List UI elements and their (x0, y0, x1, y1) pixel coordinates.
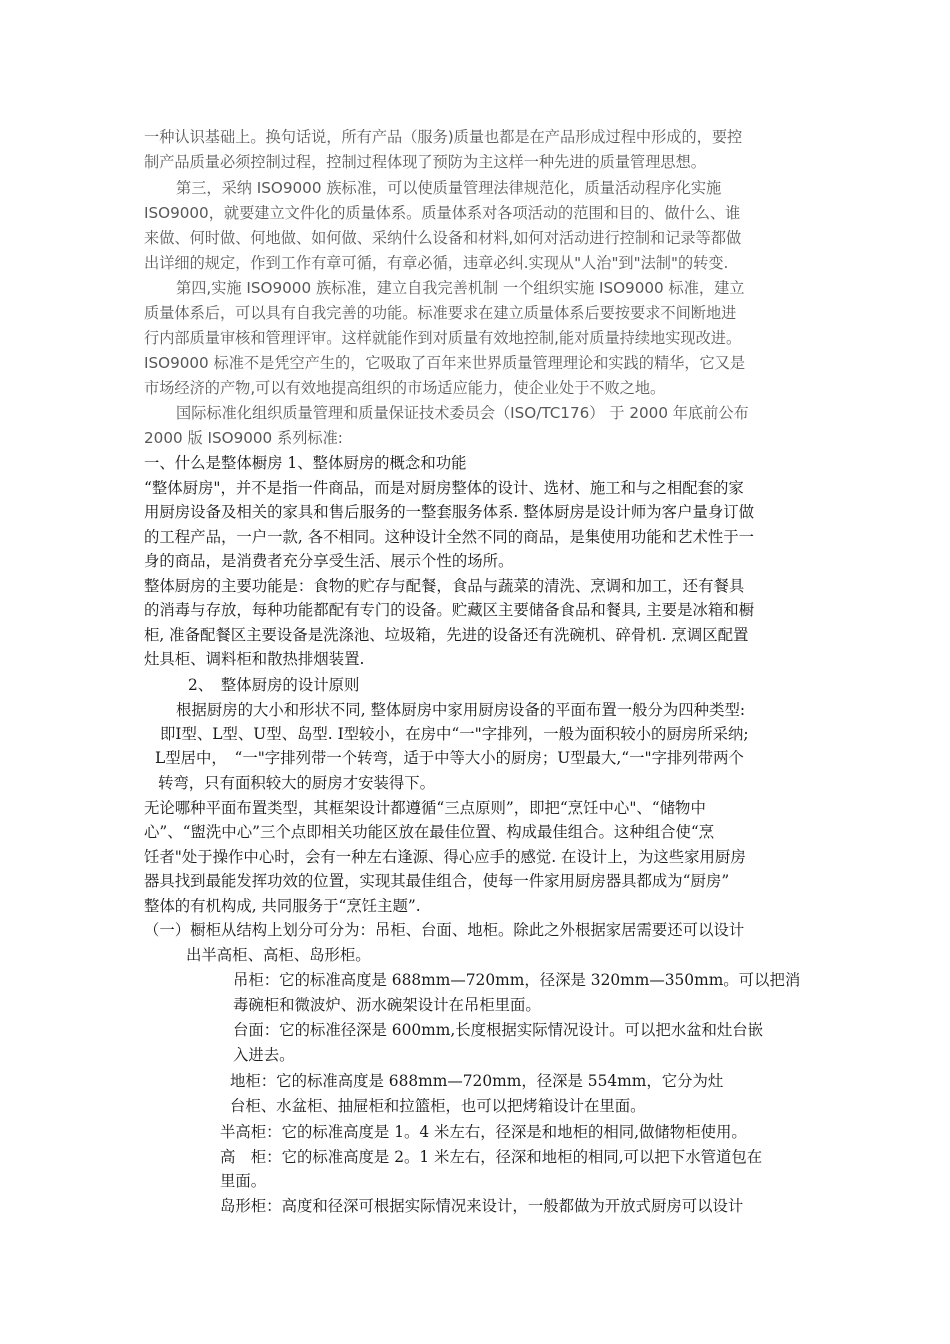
body-line: 整体的有机构成, 共同服务于“烹饪主题”. (144, 897, 421, 915)
list-item: 里面。 (220, 1172, 267, 1190)
list-item: 半高柜：它的标准高度是 1。4 米左右，径深是和地柜的相同,做储物柜使用。 (220, 1123, 747, 1141)
body-line: 无论哪种平面布置类型，其框架设计都遵循“三点原则”，即把“烹饪中心"、“储物中 (144, 799, 706, 817)
body-line: 饪者"处于操作中心时，会有一种左右逢源、得心应手的感觉. 在设计上，为这些家用厨房 (144, 848, 746, 866)
body-line: （一）橱柜从结构上划分可分为：吊柜、台面、地柜。除此之外根据家居需要还可以设计 (144, 921, 745, 939)
body-line: 器具找到最能发挥功效的位置，实现其最佳组合，使每一件家用厨房器具都成为“厨房” (144, 872, 730, 890)
body-line: 来做、何时做、何地做、如何做、采纳什么设备和材料,如何对活动进行控制和记录等都做 (144, 229, 742, 247)
list-item: 台面：它的标准径深是 600mm,长度根据实际情况设计。可以把水盆和灶台嵌 (233, 1021, 764, 1039)
body-line: L型居中， “一"字排列带一个转弯，适于中等大小的厨房；U型最大,“一"字排列带两个 (155, 749, 744, 767)
body-line: 柜, 准备配餐区主要设备是洗涤池、垃圾箱，先进的设备还有洗碗机、碎骨机. 烹调区配置 (144, 626, 749, 644)
section-heading: 2、 整体厨房的设计原则 (188, 676, 360, 694)
body-line: 一种认识基础上。换句话说，所有产品（服务)质量也都是在产品形成过程中形成的，要控 (144, 128, 743, 146)
body-line: 心”、“盥洗中心”三个点即相关功能区放在最佳位置、构成最佳组合。这种组合使“烹 (144, 823, 715, 841)
list-item: 地柜：它的标准高度是 688mm—720mm，径深是 554mm，它分为灶 (230, 1072, 724, 1090)
body-line: 行内部质量审核和管理评审。这样就能作到对质量有效地控制,能对质量持续地实现改进。 (144, 329, 742, 347)
body-line: “整体厨房"，并不是指一件商品，而是对厨房整体的设计、选材、施工和与之相配套的家 (144, 479, 744, 497)
body-line: 身的商品，是消费者充分享受生活、展示个性的场所。 (144, 552, 514, 570)
body-line: 国际标准化组织质量管理和质量保证技术委员会（ISO/TC176） 于 2000 年底前公布 (176, 404, 749, 422)
body-line: 出半高柜、高柜、岛形柜。 (186, 946, 371, 964)
body-line: 整体厨房的主要功能是：食物的贮存与配餐，食品与蔬菜的清洗、烹调和加工，还有餐具 (144, 577, 745, 595)
list-item: 吊柜：它的标准高度是 688mm—720mm，径深是 320mm—350mm。可以把消 (233, 971, 801, 989)
body-line: 出详细的规定，作到工作有章可循，有章必循，违章必纠.实现从"人治"到"法制"的转变. (144, 254, 729, 272)
list-item: 高 柜：它的标准高度是 2。1 米左右，径深和地柜的相同,可以把下水管道包在 (220, 1148, 763, 1166)
body-line: 用厨房设备及相关的家具和售后服务的一整套服务体系. 整体厨房是设计师为客户量身订做 (144, 503, 755, 521)
list-item: 台柜、水盆柜、抽屉柜和拉篮柜，也可以把烤箱设计在里面。 (230, 1097, 646, 1115)
body-line: 的工程产品，一户一款, 各不相同。这种设计全然不同的商品，是集使用功能和艺术性于一 (144, 528, 755, 546)
body-line: 第三，采纳 ISO9000 族标准，可以使质量管理法律规范化，质量活动程序化实施 (176, 179, 722, 197)
body-line: 即I型、L型、U型、岛型. I型较小，在房中“一"字排列，一般为面积较小的厨房所采纳; (160, 725, 749, 743)
body-line: 质量体系后，可以具有自我完善的功能。标准要求在建立质量体系后要按要求不间断地进 (144, 304, 737, 322)
body-line: 第四,实施 ISO9000 族标准，建立自我完善机制 一个组织实施 ISO9000 标准，建立 (176, 279, 745, 297)
body-line: 制产品质量必须控制过程，控制过程体现了预防为主这样一种先进的质量管理思想。 (144, 153, 706, 171)
section-heading: 一、什么是整体橱房 1、整体厨房的概念和功能 (144, 454, 467, 472)
body-line: 灶具柜、调料柜和散热排烟装置. (144, 650, 365, 668)
body-line: 市场经济的产物,可以有效地提高组织的市场适应能力，使企业处于不败之地。 (144, 379, 666, 397)
list-item: 毒碗柜和微波炉、沥水碗架设计在吊柜里面。 (233, 996, 541, 1014)
body-line: 2000 版 ISO9000 系列标准: (144, 429, 343, 447)
body-line: 的消毒与存放，每种功能都配有专门的设备。贮藏区主要储备食品和餐具, 主要是冰箱和橱 (144, 601, 755, 619)
list-item: 入进去。 (233, 1046, 295, 1064)
list-item: 岛形柜：高度和径深可根据实际情况来设计，一般都做为开放式厨房可以设计 (220, 1197, 744, 1215)
body-line: 转弯，只有面积较大的厨房才安装得下。 (158, 774, 436, 792)
body-line: ISO9000，就要建立文件化的质量体系。质量体系对各项活动的范围和目的、做什么、谁 (144, 204, 741, 222)
body-line: ISO9000 标准不是凭空产生的，它吸取了百年来世界质量管理理论和实践的精华，它又是 (144, 354, 746, 372)
body-line: 根据厨房的大小和形状不同, 整体厨房中家用厨房设备的平面布置一般分为四种类型: (176, 701, 746, 719)
